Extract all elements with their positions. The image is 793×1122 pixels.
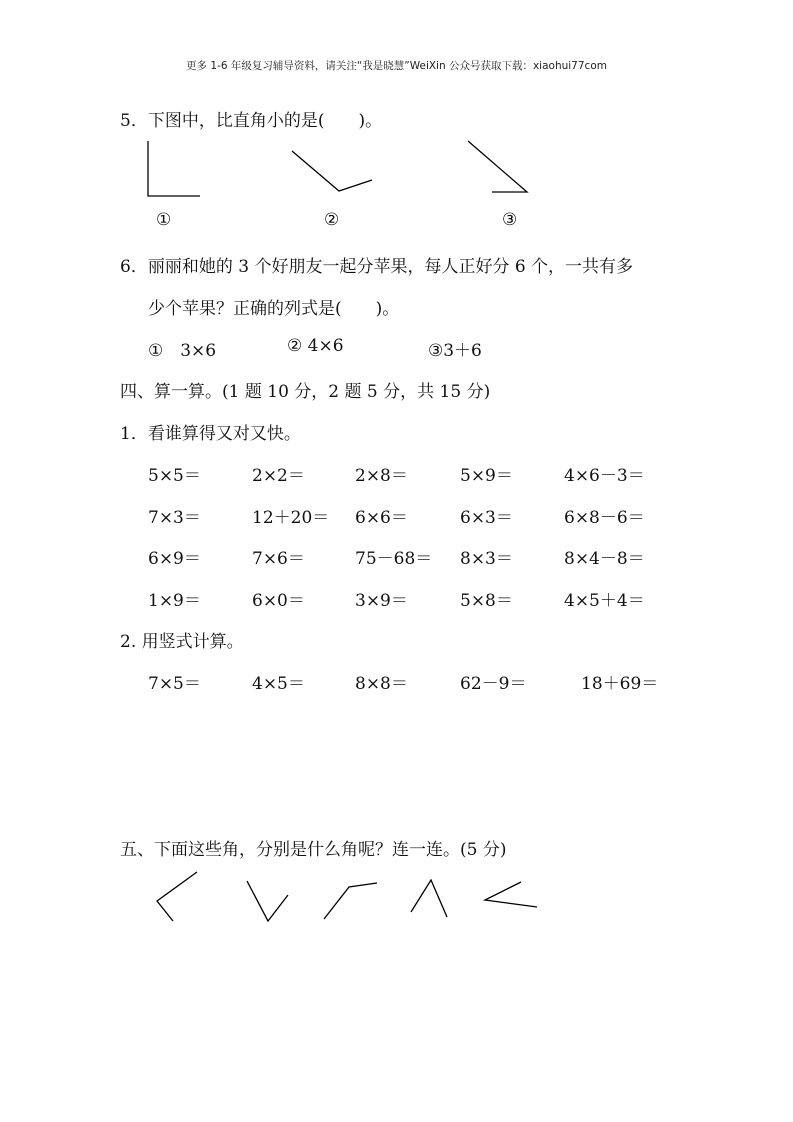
- calc-item: 6×8－6＝: [564, 508, 645, 528]
- angle-shape-c: [324, 883, 377, 919]
- calc-item: 1×9＝: [148, 591, 201, 611]
- calc-item: 7×3＝: [148, 508, 201, 528]
- calc-item: 8×4－8＝: [564, 549, 645, 569]
- section-4-title: 四、算一算。(1 题 10 分，2 题 5 分，共 15 分): [120, 382, 491, 402]
- calc-item: 6×0＝: [252, 591, 305, 611]
- angle-shape-d: [411, 880, 447, 917]
- calc-item: 5×8＝: [460, 591, 513, 611]
- q6-option-3: ③3＋6: [428, 341, 482, 361]
- calc-item: 6×3＝: [460, 508, 513, 528]
- q5-label-1: ①: [156, 210, 172, 230]
- calc-item: 12＋20＝: [252, 508, 330, 528]
- question-6-line-2: 少个苹果？正确的列式是( )。: [148, 299, 400, 319]
- q5-label-3: ③: [502, 210, 518, 230]
- calc-item: 2×8＝: [355, 466, 408, 486]
- calc-item: 4×5＋4＝: [564, 591, 645, 611]
- calc-item: 6×9＝: [148, 549, 201, 569]
- section-4-sub-1: 1．看谁算得又对又快。: [120, 424, 301, 444]
- q5-label-2: ②: [324, 210, 340, 230]
- calc-item: 4×6－3＝: [564, 466, 645, 486]
- q6-option-2: ② 4×6: [287, 336, 344, 356]
- vertical-calc-item: 7×5＝: [148, 674, 201, 694]
- section-5-title: 五、下面这些角，分别是什么角呢？连一连。(5 分): [120, 840, 507, 860]
- obtuse-angle-shape: [292, 151, 372, 191]
- acute-angle-shape: [468, 141, 527, 192]
- calc-item: 3×9＝: [355, 591, 408, 611]
- page-header: 更多 1-6 年级复习辅导资料，请关注“我是晓慧”WeiXin 公众号获取下载：xiaohui77com: [186, 60, 607, 72]
- vertical-calc-item: 18＋69＝: [581, 674, 659, 694]
- vertical-calc-item: 8×8＝: [355, 674, 408, 694]
- vertical-calc-item: 62－9＝: [460, 674, 527, 694]
- angle-shape-a: [157, 872, 197, 921]
- angle-shape-e: [485, 882, 537, 907]
- right-angle-shape: [148, 141, 200, 196]
- question-5-text: 5．下图中，比直角小的是( )。: [120, 111, 383, 131]
- q6-option-1: ① 3×6: [148, 341, 217, 361]
- calc-item: 6×6＝: [355, 508, 408, 528]
- calc-item: 75－68＝: [355, 549, 433, 569]
- calc-item: 8×3＝: [460, 549, 513, 569]
- calc-item: 5×5＝: [148, 466, 201, 486]
- calc-item: 5×9＝: [460, 466, 513, 486]
- angle-shape-b: [247, 881, 288, 921]
- section-4-sub-2: 2. 用竖式计算。: [120, 632, 244, 652]
- vertical-calc-item: 4×5＝: [252, 674, 305, 694]
- calc-item: 7×6＝: [252, 549, 305, 569]
- question-6-line-1: 6．丽丽和她的 3 个好朋友一起分苹果，每人正好分 6 个，一共有多: [120, 257, 634, 277]
- calc-item: 2×2＝: [252, 466, 305, 486]
